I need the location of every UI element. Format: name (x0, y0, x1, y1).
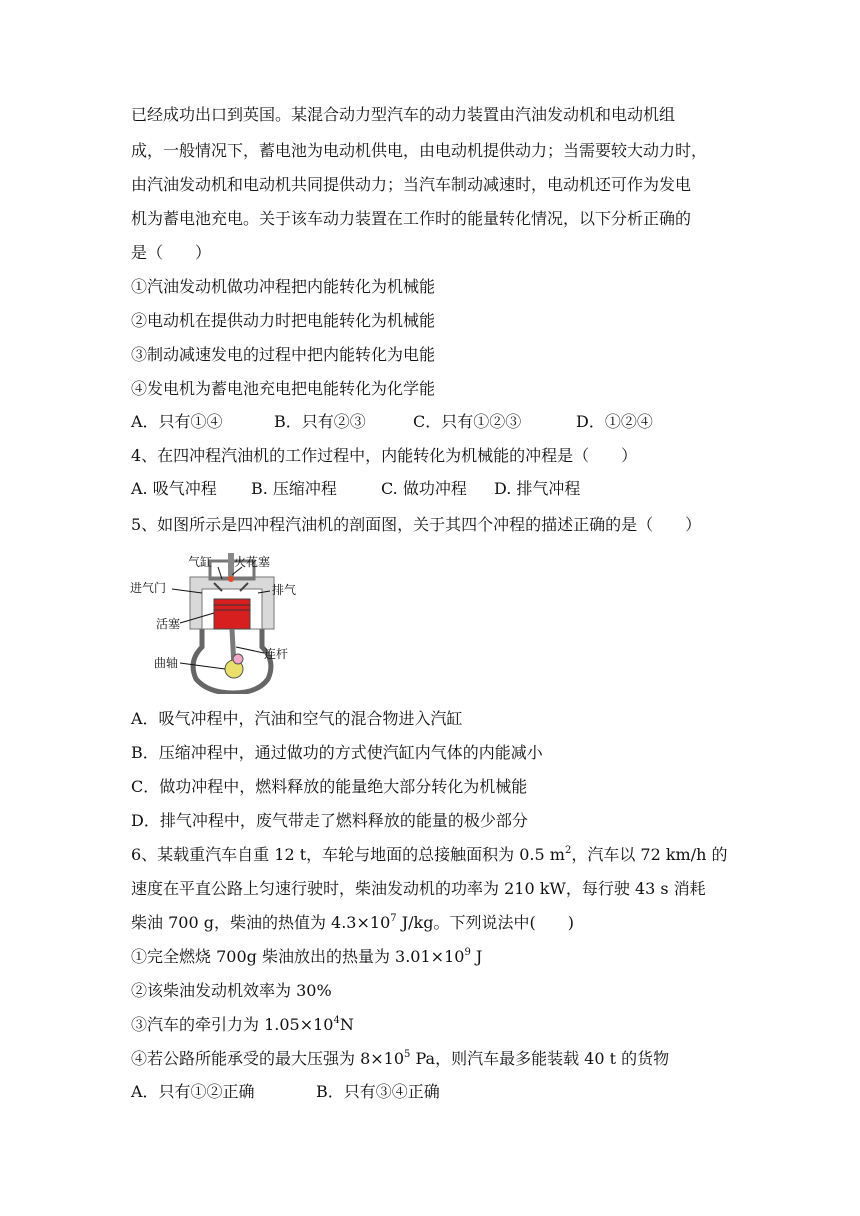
q6-statement-4: ④若公路所能承受的最大压强为 $8\times 10^5$ Pa，则汽车最多能装载 40 t 的货物 (131, 1049, 670, 1068)
q6-line-2: 速度在平直公路上匀速行驶时，柴油发动机的功率为 210 kW，每行驶 43 s 消耗 (131, 879, 706, 898)
q3-statement-4: ④发电机为蓄电池充电把电能转化为化学能 (131, 379, 436, 398)
label-crankshaft: 曲轴 (154, 656, 179, 670)
label-spark-plug: 火花塞 (234, 555, 271, 569)
q6-option-b: B．只有③④正确 (316, 1082, 440, 1101)
label-cylinder: 气缸 (188, 555, 213, 569)
q3-option-d: D．①②④ (576, 412, 653, 431)
q3-option-b: B．只有②③ (274, 412, 366, 431)
q3-statement-3: ③制动减速发电的过程中把内能转化为电能 (131, 345, 436, 364)
q6-statement-3: ③汽车的牵引力为 $1.05\times 10^4N$ (131, 1015, 354, 1034)
q4-option-a: A. 吸气冲程 (131, 479, 217, 498)
engine-cross-section-figure (130, 549, 305, 694)
q3-line-2: 成，一般情况下，蓄电池为电动机供电，由电动机提供动力；当需要较大动力时， (131, 141, 708, 160)
q4-stem: 4、在四冲程汽油机的工作过程中，内能转化为机械能的冲程是（ ） (131, 446, 638, 465)
q4-option-d: D. 排气冲程 (494, 479, 581, 498)
q3-line-1: 已经成功出口到英国。某混合动力型汽车的动力装置由汽油发动机和电动机组 (131, 105, 676, 124)
q6-line-3: 柴油 700 g，柴油的热值为 $4.3\times 10^7$ J/kg。下列说法中( ) (131, 913, 574, 932)
q6-statement-1: ①完全燃烧 700g 柴油放出的热量为 $3.01\times 10^9$ J (131, 947, 483, 966)
q5-option-c: C．做功冲程中，燃料释放的能量绝大部分转化为机械能 (131, 777, 528, 796)
label-piston: 活塞 (156, 617, 181, 631)
q4-option-c: C. 做功冲程 (381, 479, 467, 498)
q3-option-c: C．只有①②③ (413, 412, 522, 431)
q3-statement-1: ①汽油发动机做功冲程把内能转化为机械能 (131, 277, 436, 296)
q6-line-1: 6、某载重汽车自重 12 t，车轮与地面的总接触面积为 0.5 $m^2$，汽车以 72 km/h 的 (131, 845, 728, 864)
q5-stem: 5、如图所示是四冲程汽油机的剖面图，关于其四个冲程的描述正确的是（ ） (131, 515, 702, 534)
q3-line-5: 是（ ） (131, 243, 212, 262)
label-exhaust: 排气 (272, 583, 297, 597)
q3-line-4: 机为蓄电池充电。关于该车动力装置在工作时的能量转化情况，以下分析正确的 (131, 209, 692, 228)
label-connecting-rod: 连杆 (264, 647, 289, 661)
q5-option-d: D．排气冲程中，废气带走了燃料释放的能量的极少部分 (131, 811, 528, 830)
q3-statement-2: ②电动机在提供动力时把电能转化为机械能 (131, 311, 436, 330)
q5-option-b: B．压缩冲程中，通过做功的方式使汽缸内气体的内能减小 (131, 743, 543, 762)
q4-option-b: B. 压缩冲程 (251, 479, 337, 498)
q3-line-3: 由汽油发动机和电动机共同提供动力；当汽车制动减速时，电动机还可作为发电 (131, 175, 692, 194)
q3-option-a: A．只有①④ (131, 412, 223, 431)
q6-statement-2: ②该柴油发动机效率为 30% (131, 981, 332, 1000)
label-intake-valve: 进气门 (130, 581, 167, 595)
q6-option-a: A．只有①②正确 (131, 1082, 255, 1101)
q5-option-a: A．吸气冲程中，汽油和空气的混合物进入汽缸 (131, 709, 463, 728)
